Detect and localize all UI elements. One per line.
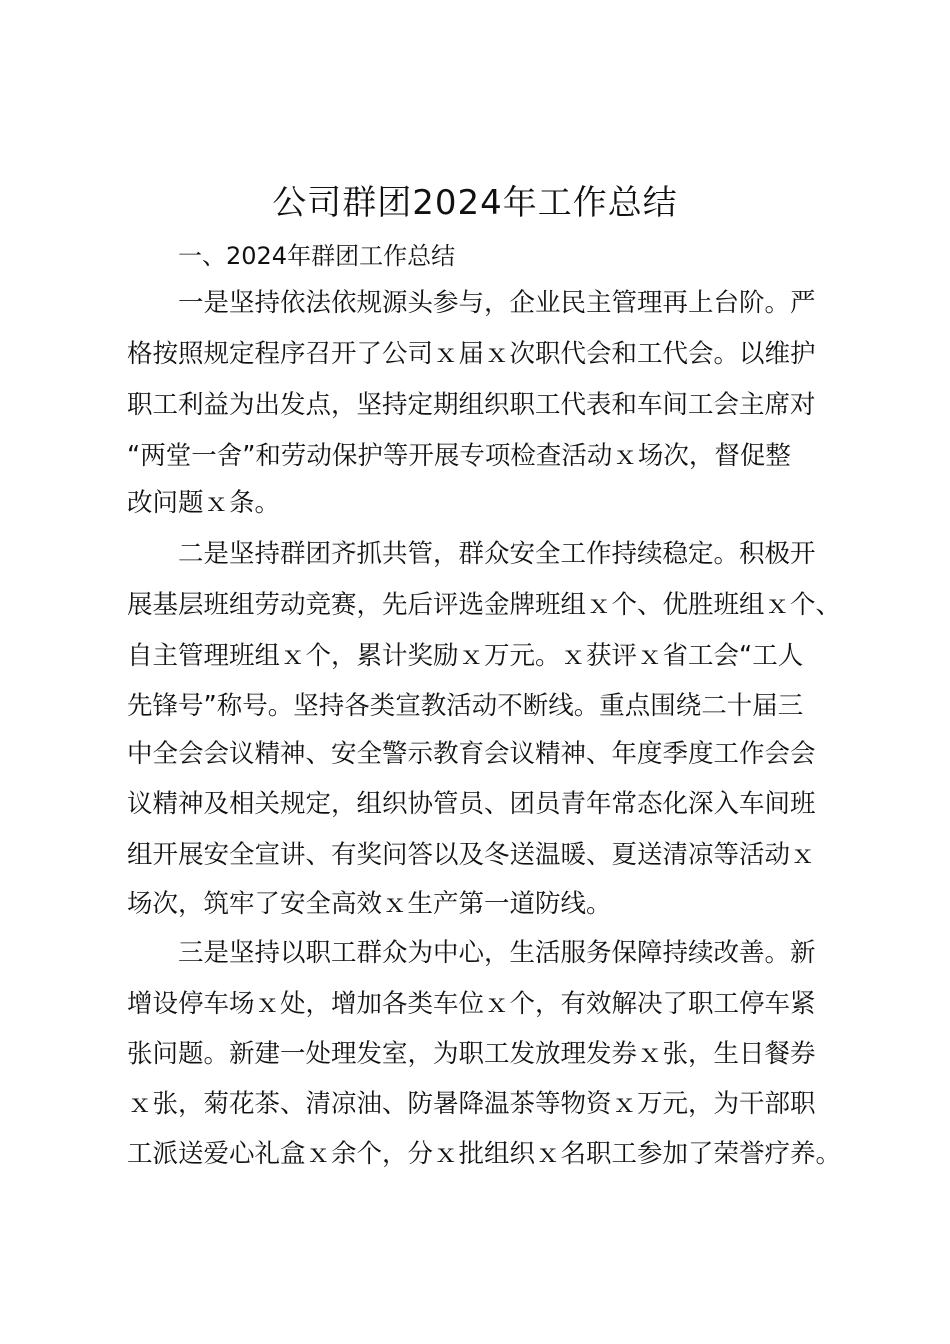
paragraph-3-line-2: 增设停车场ｘ处，增加各类车位ｘ个，有效解决了职工停车紧 — [127, 989, 816, 1019]
paragraph-3-line-4: ｘ张，菊花茶、清凉油、防暑降温茶等物资ｘ万元，为干部职 — [127, 1089, 816, 1119]
paragraph-2-line-6: 议精神及相关规定，组织协管员、团员青年常态化深入车间班 — [127, 789, 816, 819]
paragraph-1-line-2: 格按照规定程序召开了公司ｘ届ｘ次职代会和工代会。以维护 — [127, 339, 816, 369]
paragraph-3-line-5: 工派送爱心礼盒ｘ余个，分ｘ批组织ｘ名职工参加了荣誉疗养。 — [127, 1139, 842, 1169]
document-title: 公司群团2024年工作总结 — [272, 183, 678, 223]
paragraph-2-line-5: 中全会会议精神、安全警示教育会议精神、年度季度工作会会 — [127, 739, 816, 769]
paragraph-2-line-2: 展基层班组劳动竞赛，先后评选金牌班组ｘ个、优胜班组ｘ个、 — [127, 590, 842, 620]
paragraph-2-line-8: 场次，筑牢了安全高效ｘ生产第一道防线。 — [127, 889, 612, 919]
paragraph-2-line-7: 组开展安全宣讲、有奖问答以及冬送温暖、夏送清凉等活动ｘ — [127, 840, 816, 870]
paragraph-3-line-3: 张问题。新建一处理发室，为职工发放理发券ｘ张，生日餐券 — [127, 1039, 816, 1069]
paragraph-2-line-3: 自主管理班组ｘ个，累计奖励ｘ万元。ｘ获评ｘ省工会“工人 — [127, 641, 804, 671]
paragraph-1-line-3: 职工利益为出发点，坚持定期组织职工代表和车间工会主席对 — [127, 390, 816, 420]
paragraph-1-line-5: 改问题ｘ条。 — [127, 488, 281, 518]
paragraph-2-line-1: 二是坚持群团齐抓共管，群众安全工作持续稳定。积极开 — [178, 539, 816, 569]
paragraph-1-line-1: 一是坚持依法依规源头参与，企业民主管理再上台阶。严 — [178, 288, 816, 318]
paragraph-3-line-1: 三是坚持以职工群众为中心，生活服务保障持续改善。新 — [178, 938, 816, 968]
section-heading: 一、2024年群团工作总结 — [178, 242, 456, 270]
paragraph-2-line-4: 先锋号”称号。坚持各类宣教活动不断线。重点围绕二十届三 — [127, 691, 804, 721]
paragraph-1-line-4: “两堂一舍”和劳动保护等开展专项检查活动ｘ场次，督促整 — [127, 441, 791, 471]
